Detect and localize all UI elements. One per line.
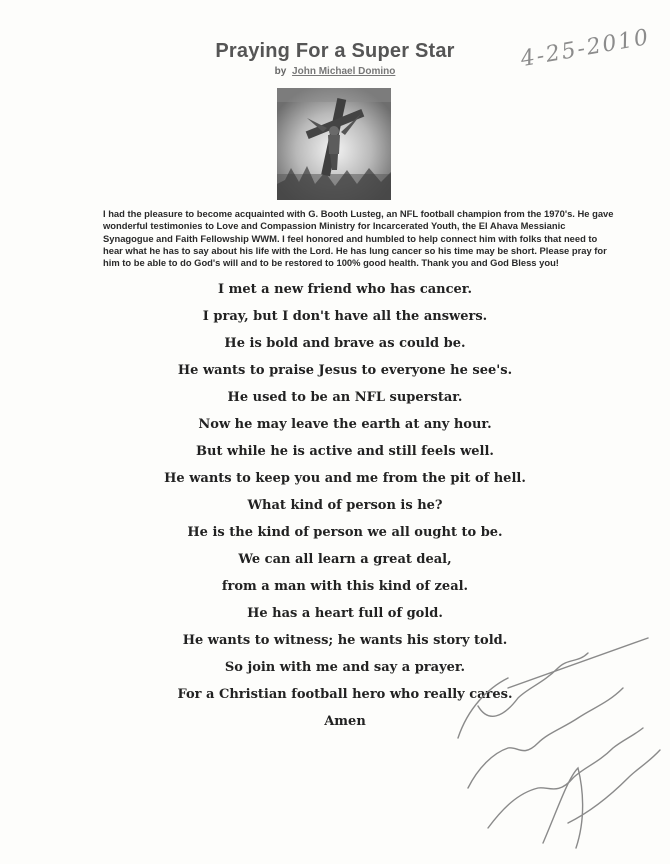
intro-paragraph: I had the pleasure to become acquainted with G. Booth Lusteg, an NFL football champion from the 1970's. He gave wonderful testimonies to Love and Compassion Ministry for Incarcerated Youth, the El Ahava Messianic Synagogue and Faith Fellowship WWM. I feel honored and humbled to help connect him with folks that need to hear what he has to say about his life with the Lord. He has lung cancer so his time may be short. Please pray for him to be able to do God's will and to be restored to 100% good health. Thank you and God Bless you! — [103, 208, 614, 269]
poem-line: What kind of person is he? — [247, 498, 443, 513]
poem-line: He used to be an NFL superstar. — [227, 390, 463, 405]
poem-line: But while he is active and still feels well. — [196, 444, 494, 459]
poem-closing: Amen — [324, 714, 366, 729]
poem-line: He wants to keep you and me from the pit of hell. — [164, 471, 526, 486]
handwritten-note — [448, 628, 668, 858]
poem-line: He has a heart full of gold. — [247, 606, 443, 621]
poem-line: So join with me and say a prayer. — [224, 660, 466, 675]
crucifix-photo — [277, 88, 391, 200]
handwritten-date: 4-25-2010 — [518, 24, 653, 73]
poem-line: We can all learn a great deal, — [238, 552, 452, 567]
author-name: John Michael Domino — [292, 66, 396, 77]
poem-line: He is bold and brave as could be. — [224, 336, 466, 351]
page-title: Praying For a Super Star — [215, 40, 455, 62]
poem-line: I met a new friend who has cancer. — [218, 282, 472, 297]
poem-line: He is the kind of person we all ought to be. — [187, 525, 503, 540]
poem-line: I pray, but I don't have all the answers. — [202, 309, 488, 324]
poem-line: from a man with this kind of zeal. — [221, 579, 469, 594]
byline — [0, 66, 670, 77]
byline-prefix: by — [274, 66, 287, 77]
poem-line: He wants to praise Jesus to everyone he see's. — [177, 363, 513, 378]
poem-line: He wants to witness; he wants his story told. — [182, 633, 508, 648]
poem-line: Now he may leave the earth at any hour. — [198, 417, 492, 432]
poem-line: For a Christian football hero who really cares. — [177, 687, 513, 702]
